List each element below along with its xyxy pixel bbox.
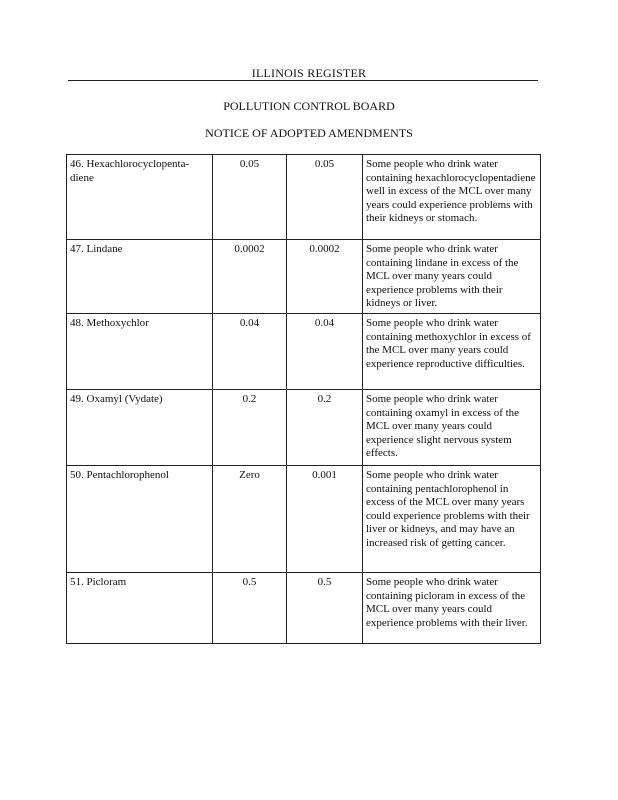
- mcl-value: 0.04: [213, 314, 287, 390]
- header-rule: [68, 80, 538, 81]
- contaminant-name: 47. Lindane: [67, 240, 213, 314]
- mcl-value: 0.5: [213, 573, 287, 644]
- contaminant-table: [66, 154, 541, 644]
- table-row: [67, 466, 541, 573]
- contaminant-name: 51. Picloram: [67, 573, 213, 644]
- mcl-value: 0.05: [213, 155, 287, 240]
- health-effect: Some people who drink water containing methoxychlor in excess of the MCL over many years could experience reproductive difficulties.: [363, 314, 541, 390]
- mclg-value: 0.0002: [287, 240, 363, 314]
- mcl-value: 0.0002: [213, 240, 287, 314]
- board-title: POLLUTION CONTROL BOARD: [223, 99, 395, 113]
- mclg-value: 0.04: [287, 314, 363, 390]
- health-effect: Some people who drink water containing hexachlorocyclopentadiene well in excess of the MCL over many years could experience problems with their kidneys or stomach.: [363, 155, 541, 240]
- contaminant-name: 46. Hexachlorocyclopenta-diene: [67, 155, 213, 240]
- contaminant-name: 50. Pentachlorophenol: [67, 466, 213, 573]
- table-row: [67, 573, 541, 644]
- table-row: [67, 240, 541, 314]
- mcl-value: Zero: [213, 466, 287, 573]
- health-effect: Some people who drink water containing oxamyl in excess of the MCL over many years could experience slight nervous system effects.: [363, 390, 541, 466]
- health-effect: Some people who drink water containing pentachlorophenol in excess of the MCL over many years could experience problems with their liver or kidneys, and may have an increased risk of getting cancer.: [363, 466, 541, 573]
- mclg-value: 0.05: [287, 155, 363, 240]
- contaminant-name: 49. Oxamyl (Vydate): [67, 390, 213, 466]
- mcl-value: 0.2: [213, 390, 287, 466]
- mclg-value: 0.5: [287, 573, 363, 644]
- health-effect: Some people who drink water containing lindane in excess of the MCL over many years could experience problems with their kidneys or liver.: [363, 240, 541, 314]
- health-effect: Some people who drink water containing picloram in excess of the MCL over many years could experience problems with their liver.: [363, 573, 541, 644]
- mclg-value: 0.001: [287, 466, 363, 573]
- table-row: [67, 155, 541, 240]
- table-row: [67, 314, 541, 390]
- mclg-value: 0.2: [287, 390, 363, 466]
- contaminant-name: 48. Methoxychlor: [67, 314, 213, 390]
- notice-title: NOTICE OF ADOPTED AMENDMENTS: [205, 126, 413, 140]
- register-title: ILLINOIS REGISTER: [251, 66, 367, 80]
- table-row: [67, 390, 541, 466]
